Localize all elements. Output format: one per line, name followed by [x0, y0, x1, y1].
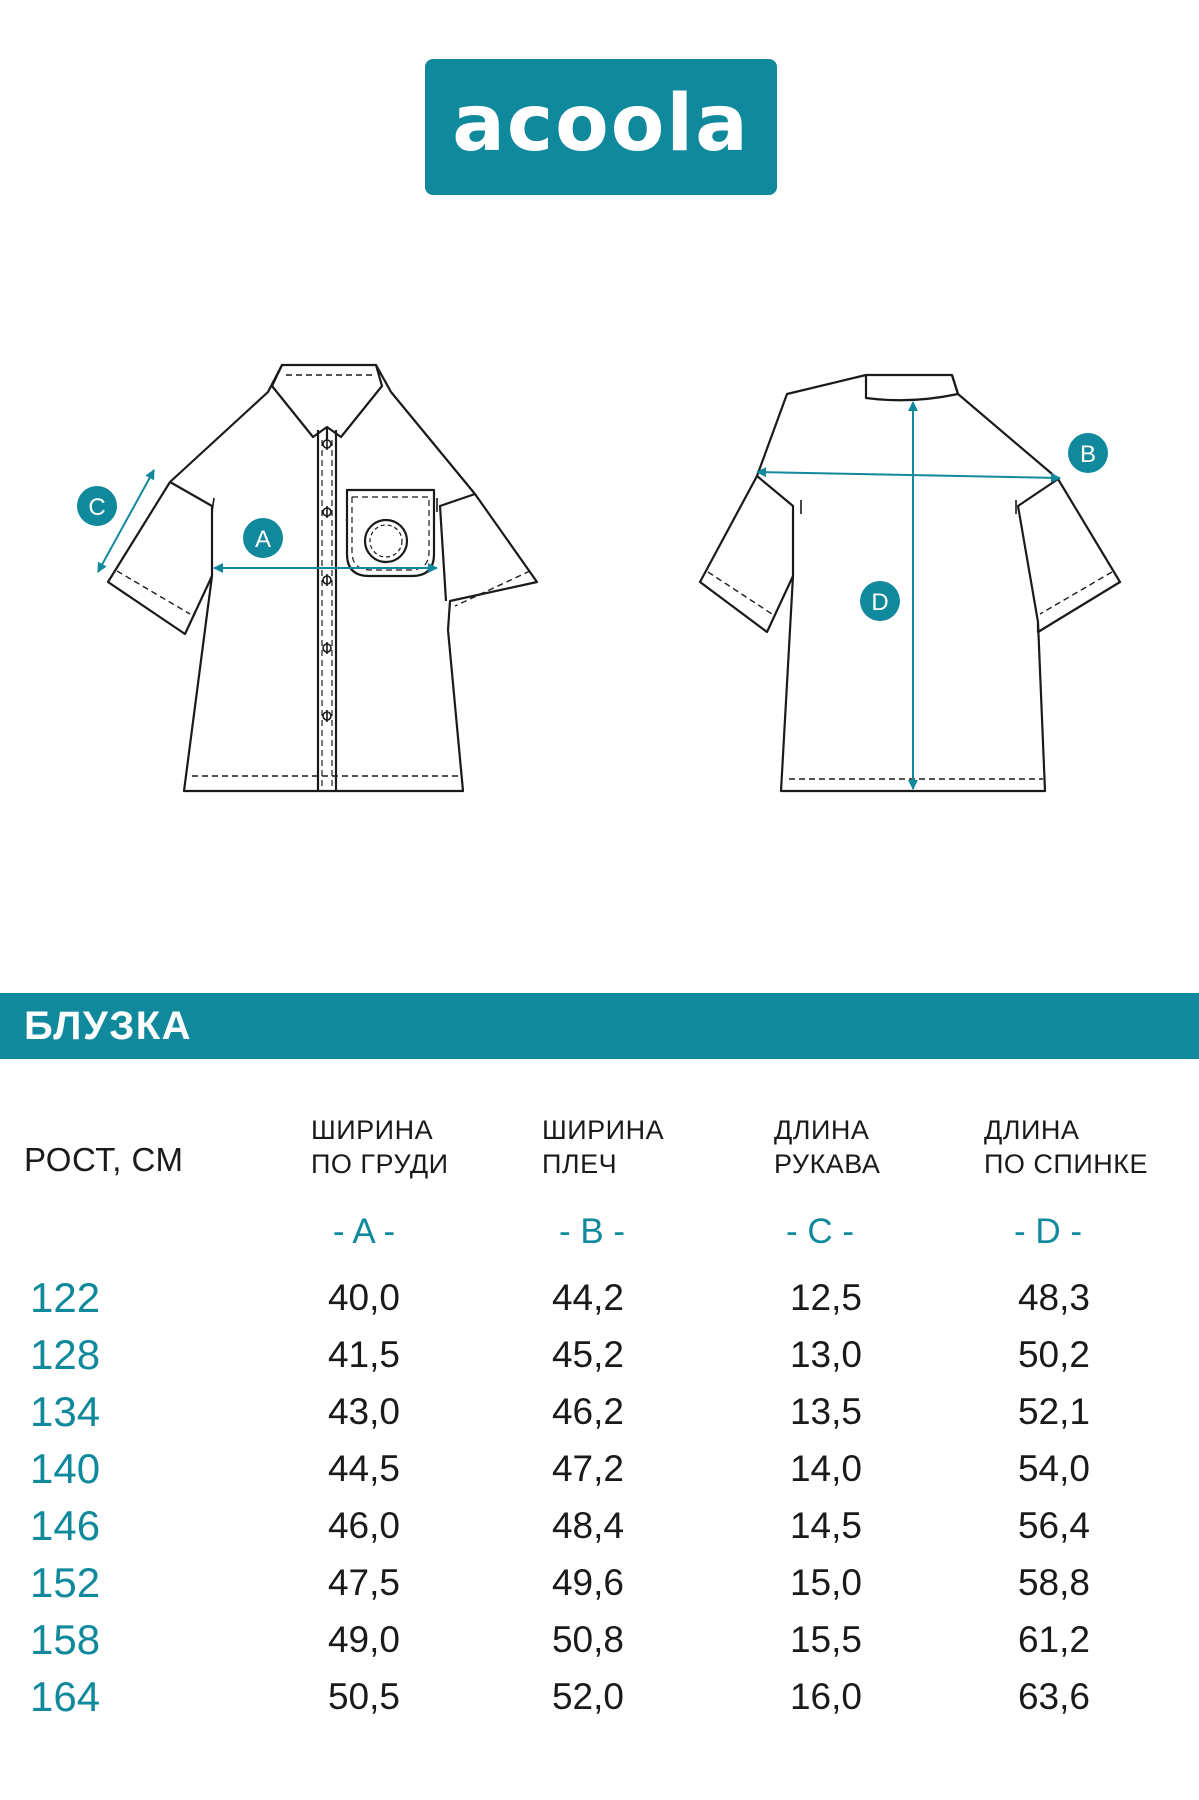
front-chest-pocket	[347, 490, 434, 576]
column-header-back-length	[984, 1113, 1148, 1181]
back-left-sleeve-seam	[757, 476, 793, 576]
section-title: БЛУЗКА	[24, 1003, 193, 1048]
back-length-value: 61,2	[1017, 1619, 1090, 1660]
marker-b	[1068, 433, 1108, 473]
front-right-sleeve-seam	[440, 494, 475, 601]
back-view	[700, 375, 1120, 791]
back-collar	[866, 375, 958, 400]
column-header-line: ПО СПИНКЕ	[984, 1149, 1148, 1179]
height-value: 128	[30, 1331, 101, 1378]
height-value: 140	[30, 1445, 101, 1492]
column-letter-b: - B -	[558, 1212, 626, 1251]
back-length-value: 48,3	[1017, 1277, 1090, 1318]
shoulder-width-value: 49,6	[551, 1562, 624, 1603]
height-value: 122	[30, 1274, 101, 1321]
sleeve-length-value: 16,0	[789, 1676, 862, 1717]
back-length-value: 54,0	[1017, 1448, 1090, 1489]
shoulder-width-value: 48,4	[551, 1505, 624, 1546]
marker-b-label: B	[1079, 441, 1097, 468]
column-header-line: ШИРИНА	[542, 1115, 665, 1145]
column-letter-c: - C -	[785, 1212, 855, 1251]
chest-width-value: 50,5	[327, 1676, 400, 1717]
height-value: 158	[30, 1616, 101, 1663]
table-row	[0, 1555, 1199, 1611]
sleeve-length-value: 15,5	[789, 1619, 862, 1660]
column-header-line: ДЛИНА	[984, 1115, 1080, 1145]
column-header-line: ПЛЕЧ	[542, 1149, 618, 1179]
section-title-band	[0, 993, 1199, 1059]
table-row	[0, 1384, 1199, 1440]
height-value: 134	[30, 1388, 101, 1435]
front-buttons	[323, 438, 331, 722]
marker-c-label: C	[88, 494, 106, 521]
chest-width-value: 40,0	[327, 1277, 400, 1318]
column-header-shoulder-width	[542, 1113, 664, 1181]
marker-a-label: A	[254, 526, 272, 553]
shoulder-width-value: 45,2	[551, 1334, 624, 1375]
front-view	[108, 365, 537, 791]
height-column-header: РОСТ, СМ	[24, 1141, 184, 1178]
back-right-sleeve-seam	[1018, 479, 1058, 622]
back-body-outline	[700, 375, 1120, 791]
column-header-line: ДЛИНА	[774, 1115, 870, 1145]
table-row	[0, 1669, 1199, 1725]
height-value: 164	[30, 1673, 101, 1720]
back-length-value: 63,6	[1017, 1676, 1090, 1717]
chest-width-value: 41,5	[327, 1334, 400, 1375]
shoulder-width-value: 46,2	[551, 1391, 624, 1432]
sleeve-length-value: 14,5	[789, 1505, 862, 1546]
back-length-value: 50,2	[1017, 1334, 1090, 1375]
brand-logo-text: acoola	[452, 79, 750, 169]
back-length-value: 58,8	[1017, 1562, 1090, 1603]
back-length-value: 56,4	[1017, 1505, 1090, 1546]
shoulder-width-value: 52,0	[551, 1676, 624, 1717]
column-header-line: ПО ГРУДИ	[311, 1149, 449, 1179]
sleeve-length-value: 13,0	[789, 1334, 862, 1375]
column-letter-a: - A -	[332, 1212, 396, 1251]
marker-d-label: D	[871, 589, 889, 616]
column-header-sleeve-length	[774, 1113, 880, 1181]
sleeve-length-value: 15,0	[789, 1562, 862, 1603]
column-letter-d: - D -	[1013, 1212, 1083, 1251]
table-row	[0, 1270, 1199, 1326]
front-collar	[272, 365, 382, 437]
table-row	[0, 1441, 1199, 1497]
shoulder-width-value: 47,2	[551, 1448, 624, 1489]
table-row	[0, 1327, 1199, 1383]
shoulder-width-value: 44,2	[551, 1277, 624, 1318]
marker-c	[77, 486, 117, 526]
chest-width-value: 43,0	[327, 1391, 400, 1432]
front-left-sleeve-seam	[170, 482, 212, 576]
measure-line-b	[757, 472, 1060, 478]
back-length-value: 52,1	[1017, 1391, 1090, 1432]
column-header-chest-width	[311, 1113, 449, 1181]
height-value: 152	[30, 1559, 101, 1606]
pocket-emblem-outline	[365, 520, 407, 562]
table-row	[0, 1612, 1199, 1668]
front-placket	[318, 430, 336, 791]
sleeve-length-value: 14,0	[789, 1448, 862, 1489]
sleeve-length-value: 12,5	[789, 1277, 862, 1318]
chest-width-value: 49,0	[327, 1619, 400, 1660]
marker-d	[860, 581, 900, 621]
chest-width-value: 44,5	[327, 1448, 400, 1489]
height-value: 146	[30, 1502, 101, 1549]
chest-width-value: 47,5	[327, 1562, 400, 1603]
shoulder-width-value: 50,8	[551, 1619, 624, 1660]
marker-a	[243, 518, 283, 558]
table-row	[0, 1498, 1199, 1554]
column-header-line: ШИРИНА	[311, 1115, 434, 1145]
column-header-line: РУКАВА	[774, 1149, 881, 1179]
chest-width-value: 46,0	[327, 1505, 400, 1546]
sleeve-length-value: 13,5	[789, 1391, 862, 1432]
